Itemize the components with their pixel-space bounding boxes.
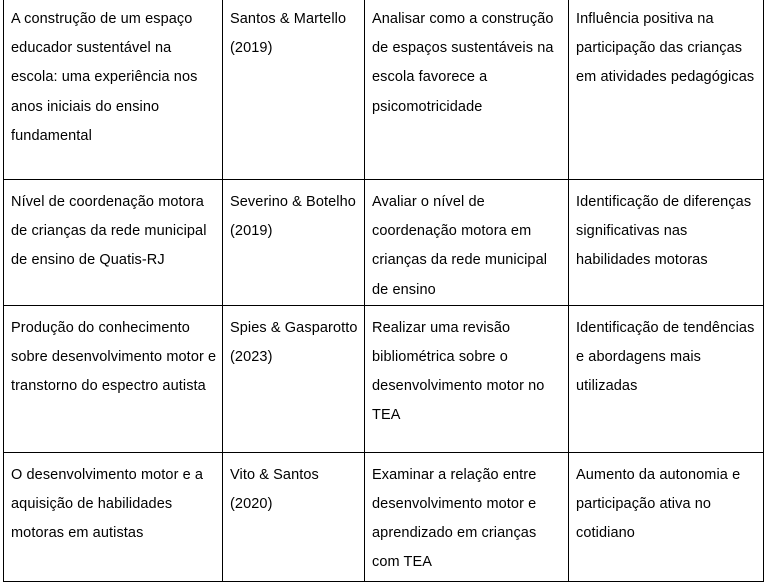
cell-result: Influência positiva na participação das crianças em atividades pedagógicas (569, 0, 764, 180)
cell-title: Nível de coordenação motora de crianças da rede municipal de ensino de Quatis-RJ (4, 180, 223, 306)
studies-table (3, 0, 764, 582)
cell-result: Aumento da autonomia e participação ativa no cotidiano (569, 452, 764, 581)
cell-objective: Examinar a relação entre desenvolvimento motor e aprendizado em crianças com TEA (365, 452, 569, 581)
cell-authors: Severino & Botelho (2019) (223, 180, 365, 306)
cell-title: Produção do conhecimento sobre desenvolvimento motor e transtorno do espectro autista (4, 305, 223, 452)
cell-title: O desenvolvimento motor e a aquisição de habilidades motoras em autistas (4, 452, 223, 581)
cell-authors: Santos & Martello (2019) (223, 0, 365, 180)
table-row (4, 0, 764, 180)
cell-objective: Analisar como a construção de espaços sustentáveis na escola favorece a psicomotricidade (365, 0, 569, 180)
cell-authors: Spies & Gasparotto (2023) (223, 305, 365, 452)
cell-objective: Realizar uma revisão bibliométrica sobre o desenvolvimento motor no TEA (365, 305, 569, 452)
table-row (4, 180, 764, 306)
table-row (4, 452, 764, 581)
cell-objective: Avaliar o nível de coordenação motora em crianças da rede municipal de ensino (365, 180, 569, 306)
cell-authors: Vito & Santos (2020) (223, 452, 365, 581)
table-row (4, 305, 764, 452)
cell-title: A construção de um espaço educador sustentável na escola: uma experiência nos anos iniciais do ensino fundamental (4, 0, 223, 180)
cell-result: Identificação de tendências e abordagens mais utilizadas (569, 305, 764, 452)
cell-result: Identificação de diferenças significativas nas habilidades motoras (569, 180, 764, 306)
